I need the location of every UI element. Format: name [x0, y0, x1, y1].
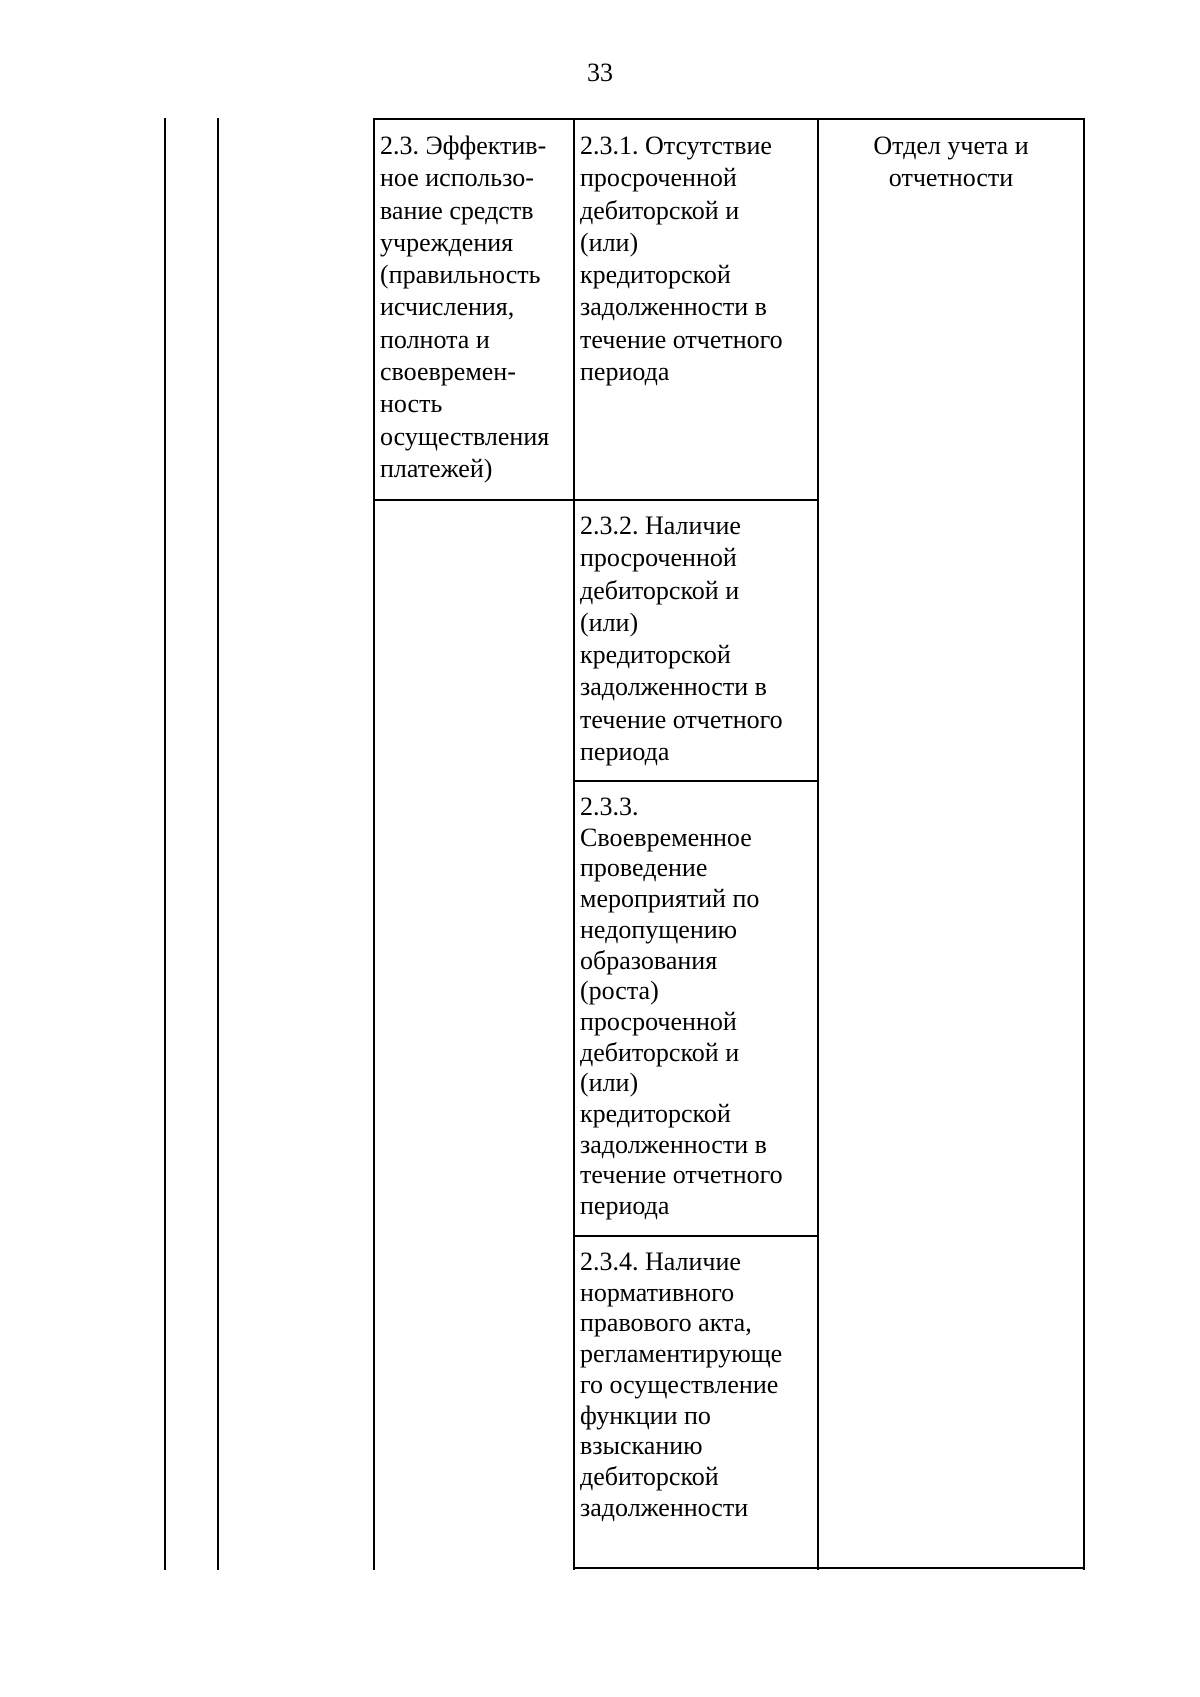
indicator-cell: 2.3.3. Своевременное проведение мероприятий по недопущению образования (роста) просроченной дебиторской и (или) кредиторской задолженности в течение отчетного периода — [580, 792, 783, 1221]
indicator-cell: 2.3.1. Отсутствие просроченной дебиторской и (или) кредиторской задолженности в течение отчетного периода — [580, 131, 783, 387]
indicator-cell: 2.3.2. Наличие просроченной дебиторской и (или) кредиторской задолженности в течение отчетного периода — [580, 511, 783, 767]
indicator-cell: 2.3.4. Наличие нормативного правового акта, регламентирующе го осуществление функции по взысканию дебиторской задолженности — [580, 1247, 783, 1522]
row-divider-2 — [573, 780, 819, 782]
row-divider-1 — [373, 499, 819, 501]
row-divider-3 — [573, 1235, 819, 1237]
section-cell: 2.3. Эффектив- ное использо- вание средств учреждения (правильность исчисления, полнота и своевремен- ность осуществления платежей) — [380, 131, 550, 483]
page-number: 33 — [587, 58, 613, 87]
table-border-col2-left — [217, 118, 219, 1570]
table-border-col3-left — [373, 118, 375, 1570]
table-border-top — [373, 118, 1085, 120]
responsible-cell: Отдел учета и отчетности — [873, 131, 1029, 193]
table-border-bottom — [573, 1567, 1085, 1569]
table-border-right — [1083, 118, 1085, 1570]
table-border-col1-left — [164, 118, 166, 1570]
